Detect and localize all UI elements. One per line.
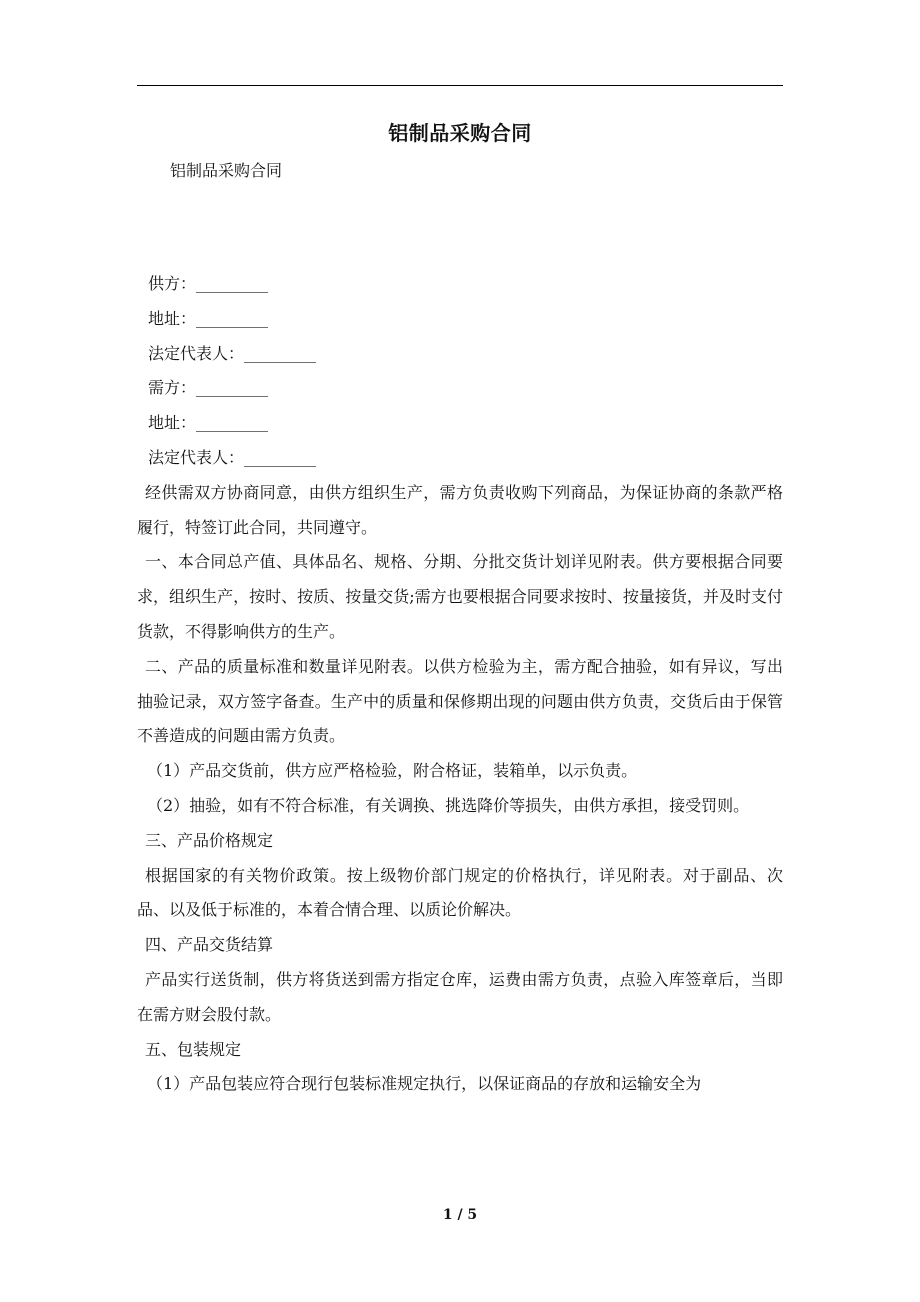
heading-clause-5: 五、包装规定 xyxy=(145,1039,242,1059)
party-blank: _________ xyxy=(196,413,269,433)
party-blank: _________ xyxy=(244,447,317,467)
paragraph-clause-5-item-1: （1）产品包装应符合现行包装标准规定执行，以保证商品的存放和运输安全为 xyxy=(147,1074,702,1094)
party-line-supplier-representative xyxy=(137,337,783,372)
paragraph-clause-2-item-1: （1）产品交货前，供方应严格检验，附合格证，装箱单，以示负责。 xyxy=(147,761,638,781)
party-label: 地址： xyxy=(148,413,197,433)
party-line-buyer-address xyxy=(137,406,783,441)
party-line-buyer xyxy=(137,371,783,406)
page-indicator: 1 / 5 xyxy=(442,1207,478,1223)
document-title: 铝制品采购合同 xyxy=(388,121,532,145)
party-blank: _________ xyxy=(244,343,317,363)
paragraph-clause-3: 根据国家的有关物价政策。按上级物价部门规定的价格执行，详见附表。对于副品、次品、以及低于标准的，本着合情合理、以质论价解决。 xyxy=(137,865,783,920)
party-label: 法定代表人： xyxy=(148,343,245,363)
party-label: 地址： xyxy=(148,308,197,328)
heading-clause-3: 三、产品价格规定 xyxy=(145,830,274,850)
document-subtitle: 铝制品采购合同 xyxy=(170,161,283,180)
paragraph-clause-1: 一、本合同总产值、具体品名、规格、分期、分批交货计划详见附表。供方要根据合同要求，组织生产，按时、按质、按量交货;需方也要根据合同要求按时、按量接货，并及时支付货款，不得影响供方的生产。 xyxy=(137,552,783,641)
party-label: 法定代表人： xyxy=(148,447,245,467)
party-line-supplier xyxy=(137,267,783,302)
paragraph-clause-2: 二、产品的质量标准和数量详见附表。以供方检验为主，需方配合抽验，如有异议，写出抽验记录，双方签字备查。生产中的质量和保修期出现的问题由供方负责，交货后由于保管不善造成的问题由需方负责。 xyxy=(137,656,783,746)
paragraph-clause-2-item-2: （2）抽验，如有不符合标准，有关调换、挑选降价等损失，由供方承担，接受罚则。 xyxy=(147,795,750,815)
header-rule xyxy=(137,85,783,86)
party-blank: _________ xyxy=(196,274,269,293)
paragraph-preamble: 经供需双方协商同意，由供方组织生产，需方负责收购下列商品，为保证协商的条款严格履行，特签订此合同，共同遵守。 xyxy=(137,482,783,537)
heading-clause-4: 四、产品交货结算 xyxy=(145,935,274,955)
party-line-buyer-representative xyxy=(137,441,783,476)
party-line-supplier-address xyxy=(137,302,783,337)
party-label: 供方： xyxy=(148,274,197,293)
party-label: 需方： xyxy=(148,378,197,398)
paragraph-clause-4: 产品实行送货制，供方将货送到需方指定仓库，运费由需方负责，点验入库签章后，当即在需方财会股付款。 xyxy=(137,969,783,1024)
document-body xyxy=(137,267,783,1102)
party-blank: _________ xyxy=(196,378,269,398)
party-blank: _________ xyxy=(196,308,269,328)
